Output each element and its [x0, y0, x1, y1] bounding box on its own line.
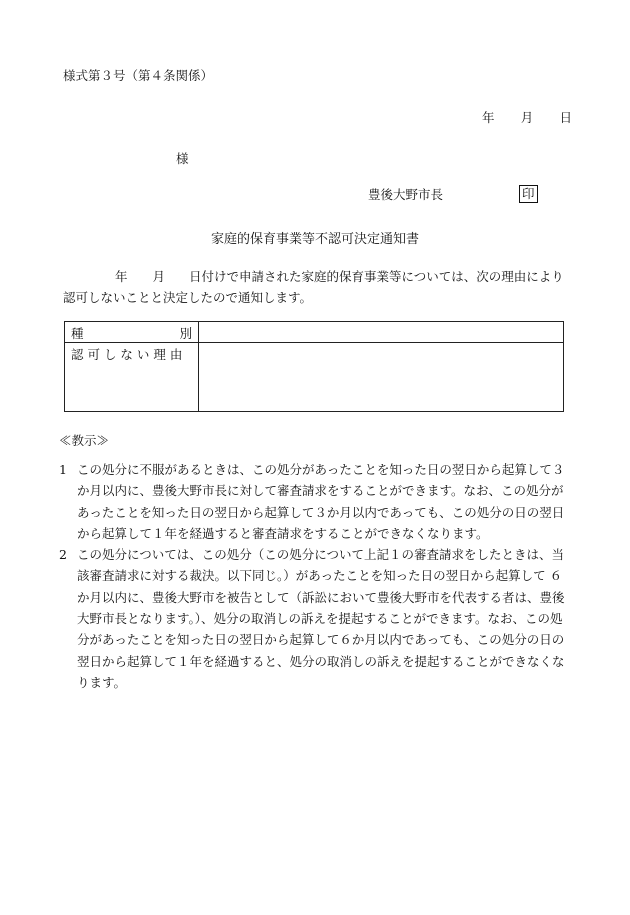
- type-label-left: 種: [71, 326, 84, 341]
- intro-paragraph: [63, 266, 573, 308]
- intro-month-label: 月: [152, 269, 166, 284]
- notice-line: 分があったことを知った日の翌日から起算して６か月以内であっても、この処分の日の: [77, 632, 565, 648]
- notice-header: ≪教示≫: [59, 433, 110, 448]
- intro-year-label: 年: [115, 269, 128, 284]
- date-year-label: 年: [482, 110, 495, 125]
- type-label-cell: [65, 322, 199, 343]
- document-title: 家庭的保育事業等不認可決定通知書: [210, 232, 419, 247]
- notice-line: か月以内に、豊後大野市を被告として（訴訟において豊後大野市を代表する者は、豊後: [77, 589, 565, 605]
- notice-line: 翌日から起算して１年を経過すると、処分の取消しの訴えを提起することができなくな: [77, 653, 565, 669]
- intro-line-1: [63, 266, 573, 287]
- info-table: [64, 321, 564, 412]
- type-label-right: 別: [179, 326, 192, 341]
- notice-item-1: [59, 459, 575, 544]
- notice-list: [59, 459, 575, 693]
- date-month-label: 月: [520, 110, 534, 125]
- notice-line: か月以内に、豊後大野市長に対して審査請求をすることができます。なお、この処分が: [77, 483, 564, 499]
- notice-line: 大野市長となります。）、処分の取消しの訴えを提起することができます。なお、この処: [77, 611, 563, 627]
- notice-line: この処分に不服があるときは、この処分があったことを知った日の翌日から起算して３: [77, 462, 565, 477]
- table-row-reason: [65, 343, 564, 412]
- date-day-label: 日: [559, 110, 572, 125]
- notice-line: この処分については、この処分（この処分について上記１の審査請求をしたときは、当: [77, 547, 565, 563]
- notice-line: あったことを知った日の翌日から起算して３か月以内であっても、この処分の日の翌日: [77, 504, 565, 520]
- date-line: [482, 108, 572, 126]
- notice-line: 該審査請求に対する裁決。以下同じ。）があったことを知った日の翌日から起算して ６: [77, 568, 563, 584]
- reason-label-cell: 認 可 し な い 理 由: [65, 343, 199, 412]
- type-value-cell: [199, 322, 564, 343]
- addressee-suffix: 様: [176, 151, 189, 166]
- notice-line: から起算して１年を経過すると審査請求をすることができなくなります。: [77, 525, 489, 541]
- notice-item-2: [59, 544, 575, 693]
- table-row-type: [65, 322, 564, 343]
- intro-line-1-text: 日付けで申請された家庭的保育事業等については、次の理由により: [189, 269, 564, 284]
- notice-line: ります。: [77, 674, 127, 690]
- notice-item-number: 1: [59, 462, 67, 477]
- issuer-name: 豊後大野市長: [368, 187, 444, 202]
- notice-item-number: 2: [59, 547, 67, 563]
- seal-mark: 印: [519, 185, 538, 203]
- intro-line-2: 認可しないことと決定したので通知します。: [63, 290, 313, 305]
- form-number: 様式第３号（第４条関係）: [63, 68, 214, 83]
- reason-value-cell: [199, 343, 564, 412]
